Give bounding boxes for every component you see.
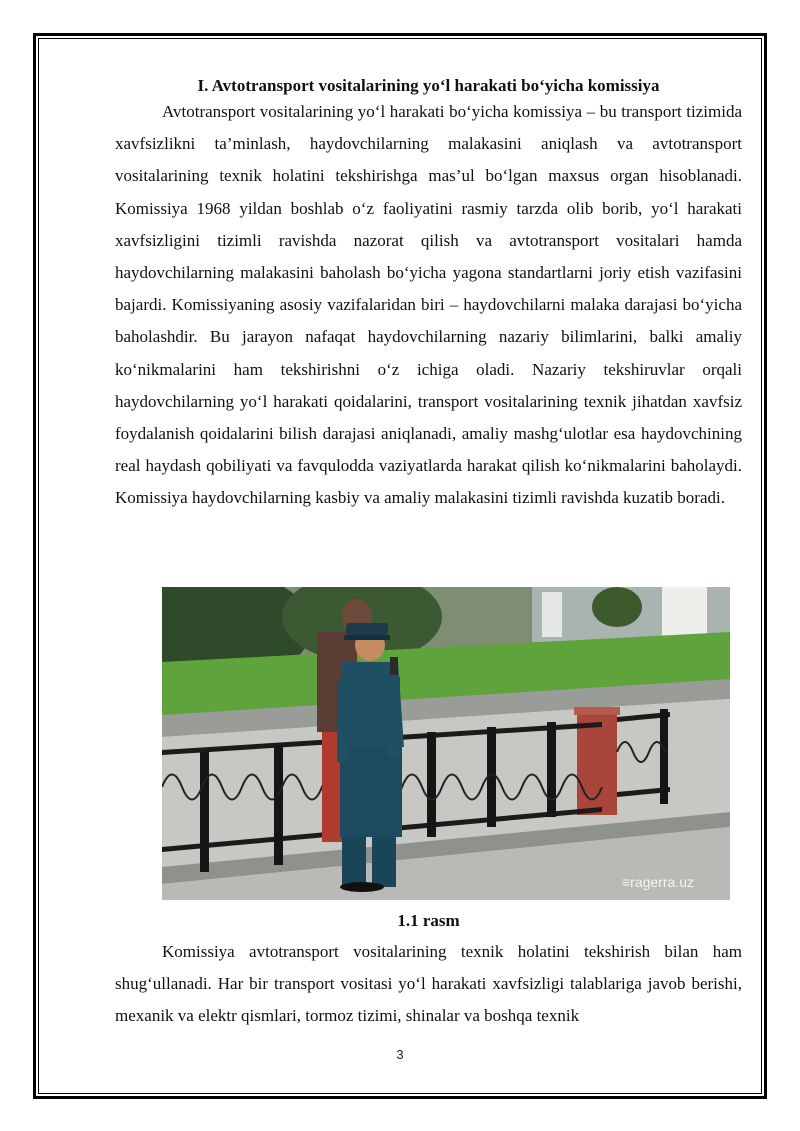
page-number: 3 (396, 1047, 404, 1062)
body-paragraph-2: Komissiya avtotransport vositalarining texnik holatini tekshirish bilan ham shug‘ullanadi. Har bir transport vositasi yo‘l harakati xavfsizligi talablariga javob berishi, mexanik va elektr qismlari, tormoz tizimi, shinalar va boshqa texnik (115, 942, 742, 1026)
section-heading: I. Avtotransport vositalarining yo‘l harakati bo‘yicha komissiya (197, 76, 660, 95)
figure-caption: 1.1 rasm (397, 911, 460, 930)
traffic-police-photo (162, 587, 730, 900)
photo-watermark: ≡ragerra.uz (622, 874, 694, 890)
body-paragraph-1: Avtotransport vositalarining yo‘l harakati bo‘yicha komissiya – bu transport tizimida xavfsizlikni ta’minlash, haydovchilarning malakasini aniqlash va avtotransport vositalarining texnik holatini tekshirishga mas’ul bo‘lgan maxsus organ hisoblanadi. Komissiya 1968 yildan boshlab o‘z faoliyatini rasmiy tarzda olib borib, yo‘l harakati xavfsizligini tizimli ravishda nazorat qilish va avtotransport vositalari hamda haydovchilarning malakasini baholash bo‘yicha yagona standartlarni joriy etish vazifasini bajardi. Komissiyaning asosiy vazifalaridan biri – haydovchilarni malaka darajasi bo‘yicha baholashdir. Bu jarayon nafaqat haydovchilarning nazariy bilimlarini, balki amaliy ko‘nikmalarini ham tekshirishni o‘z ichiga oladi. Nazariy tekshiruvlar orqali haydovchilarning yo‘l harakati qoidalarini, transport vositalarining texnik jihatdan xavfsiz foydalanish qoidalarini bilish darajasi aniqlanadi, amaliy mashg‘ulotlar esa haydovchining real haydash qobiliyati va favqulodda vaziyatlarda harakat qilish ko‘nikmalarini baholaydi. Komissiya haydovchilarning kasbiy va amaliy malakasini tizimli ravishda kuzatib boradi. (115, 102, 742, 508)
photo-illustration (162, 587, 730, 900)
